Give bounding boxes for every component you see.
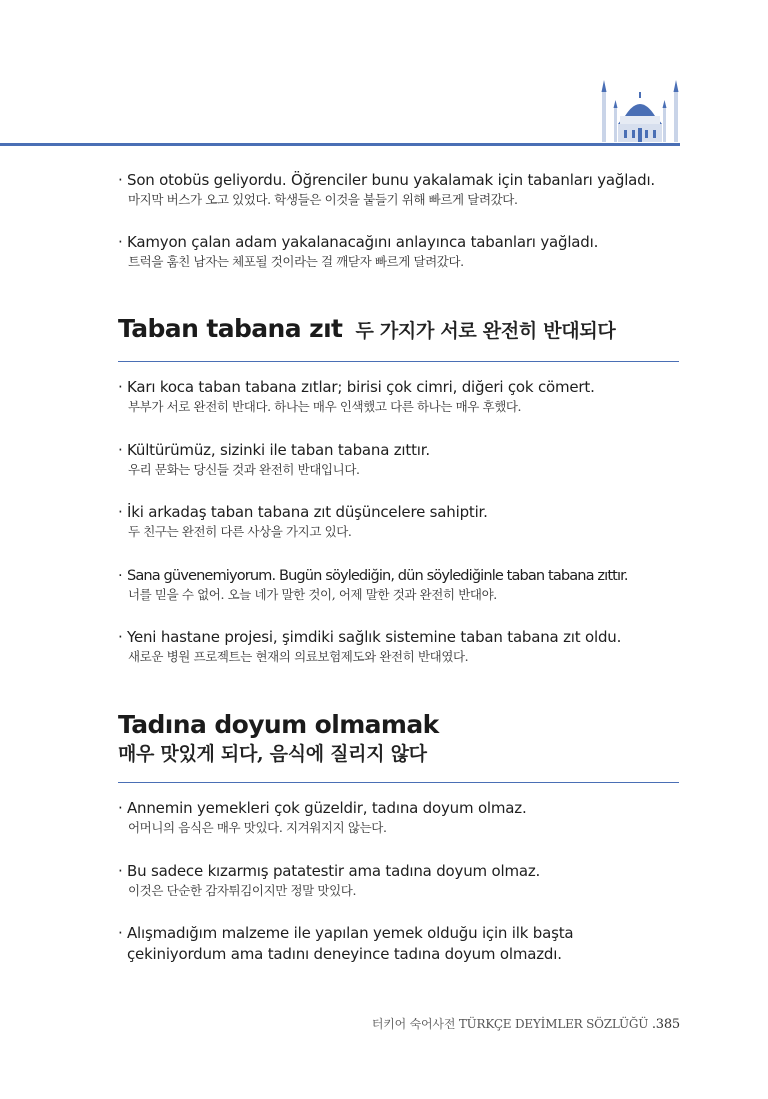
example-item: · Bu sadece kızarmış patatestir ama tadına doyum olmaz. 이것은 단순한 감자튀김이지만 정말 맛있다.: [118, 861, 688, 900]
example-korean: 트럭을 훔친 남자는 체포될 것이라는 걸 깨닫자 빠르게 달려갔다.: [128, 254, 464, 269]
example-turkish: Karı koca taban tabana zıtlar; birisi çok cimri, diğeri çok cömert.: [127, 378, 595, 396]
example-item: · Karı koca taban tabana zıtlar; birisi çok cimri, diğeri çok cömert. 부부가 서로 완전히 반대다. 하나는 매우 인색했고 다른 하나는 매우 후했다.: [118, 377, 688, 416]
idiom-title-turkish: Tadına doyum olmamak: [118, 710, 439, 739]
example-korean: 마지막 버스가 오고 있었다. 학생들은 이것을 붙들기 위해 빠르게 달려갔다.: [128, 192, 518, 207]
example-item: · Alışmadığım malzeme ile yapılan yemek olduğu için ilk başta çekiniyordum ama tadını deneyince tadına doyum olmazdı.: [118, 923, 688, 965]
example-turkish: Kültürümüz, sizinki ile taban tabana zıttır.: [127, 441, 430, 459]
page-number: .385: [651, 1017, 680, 1032]
idiom-title-korean: 매우 맛있게 되다, 음식에 질리지 않다: [118, 743, 427, 765]
example-item: · Annemin yemekleri çok güzeldir, tadına doyum olmaz. 어머니의 음식은 매우 맛있다. 지겨워지지 않는다.: [118, 798, 688, 837]
example-korean: 부부가 서로 완전히 반대다. 하나는 매우 인색했고 다른 하나는 매우 후했다.: [128, 399, 522, 414]
header-rule: [0, 143, 680, 146]
example-turkish: İki arkadaş taban tabana zıt düşüncelere sahiptir.: [127, 503, 488, 521]
example-turkish: Yeni hastane projesi, şimdiki sağlık sistemine taban tabana zıt oldu.: [127, 628, 622, 646]
page-footer: [372, 1015, 680, 1032]
example-korean: 우리 문화는 당신들 것과 완전히 반대입니다.: [128, 462, 360, 477]
section-rule: [118, 782, 679, 783]
example-korean: 너를 믿을 수 없어. 오늘 네가 말한 것이, 어제 말한 것과 완전히 반대야.: [128, 587, 497, 602]
example-turkish: Sana güvenemiyorum. Bugün söylediğin, dün söylediğinle taban tabana zıttır.: [127, 567, 628, 584]
example-turkish: Kamyon çalan adam yakalanacağını anlayınca tabanları yağladı.: [127, 233, 599, 251]
idiom-title-turkish: Taban tabana zıt: [118, 314, 343, 343]
mosque-icon: [598, 78, 682, 144]
example-item: · İki arkadaş taban tabana zıt düşüncelere sahiptir. 두 친구는 완전히 다른 사상을 가지고 있다.: [118, 502, 688, 541]
example-item: · Yeni hastane projesi, şimdiki sağlık sistemine taban tabana zıt oldu. 새로운 병원 프로젝트는 현재의 의료보험제도와 완전히 반대였다.: [118, 627, 688, 666]
example-item: · Sana güvenemiyorum. Bugün söylediğin, dün söylediğinle taban tabana zıttır. 너를 믿을 수 없어. 오늘 네가 말한 것이, 어제 말한 것과 완전히 반대야.: [118, 565, 688, 604]
example-item: · Son otobüs geliyordu. Öğrenciler bunu yakalamak için tabanları yağladı. 마지막 버스가 오고 있었다. 학생들은 이것을 붙들기 위해 빠르게 달려갔다.: [118, 170, 688, 209]
example-turkish: Alışmadığım malzeme ile yapılan yemek olduğu için ilk başta çekiniyordum ama tadını deneyince tadına doyum olmazdı.: [127, 924, 574, 963]
section-rule: [118, 361, 679, 362]
example-korean: 이것은 단순한 감자튀김이지만 정말 맛있다.: [128, 883, 357, 898]
example-korean: 어머니의 음식은 매우 맛있다. 지겨워지지 않는다.: [128, 820, 387, 835]
example-korean: 새로운 병원 프로젝트는 현재의 의료보험제도와 완전히 반대였다.: [128, 649, 469, 664]
idiom-title-korean: 두 가지가 서로 완전히 반대되다: [355, 320, 616, 342]
example-korean: 두 친구는 완전히 다른 사상을 가지고 있다.: [128, 524, 352, 539]
example-turkish: Son otobüs geliyordu. Öğrenciler bunu yakalamak için tabanları yağladı.: [127, 171, 656, 189]
example-item: · Kültürümüz, sizinki ile taban tabana zıttır. 우리 문화는 당신들 것과 완전히 반대입니다.: [118, 440, 688, 479]
example-turkish: Annemin yemekleri çok güzeldir, tadına doyum olmaz.: [127, 799, 527, 817]
idiom-heading: [118, 314, 615, 343]
book-title: 터키어 숙어사전 TÜRKÇE DEYİMLER SÖZLÜĞÜ: [371, 1017, 649, 1031]
example-turkish: Bu sadece kızarmış patatestir ama tadına doyum olmaz.: [127, 862, 541, 880]
idiom-heading: [118, 710, 439, 766]
example-item: · Kamyon çalan adam yakalanacağını anlayınca tabanları yağladı. 트럭을 훔친 남자는 체포될 것이라는 걸 깨닫자 빠르게 달려갔다.: [118, 232, 688, 271]
